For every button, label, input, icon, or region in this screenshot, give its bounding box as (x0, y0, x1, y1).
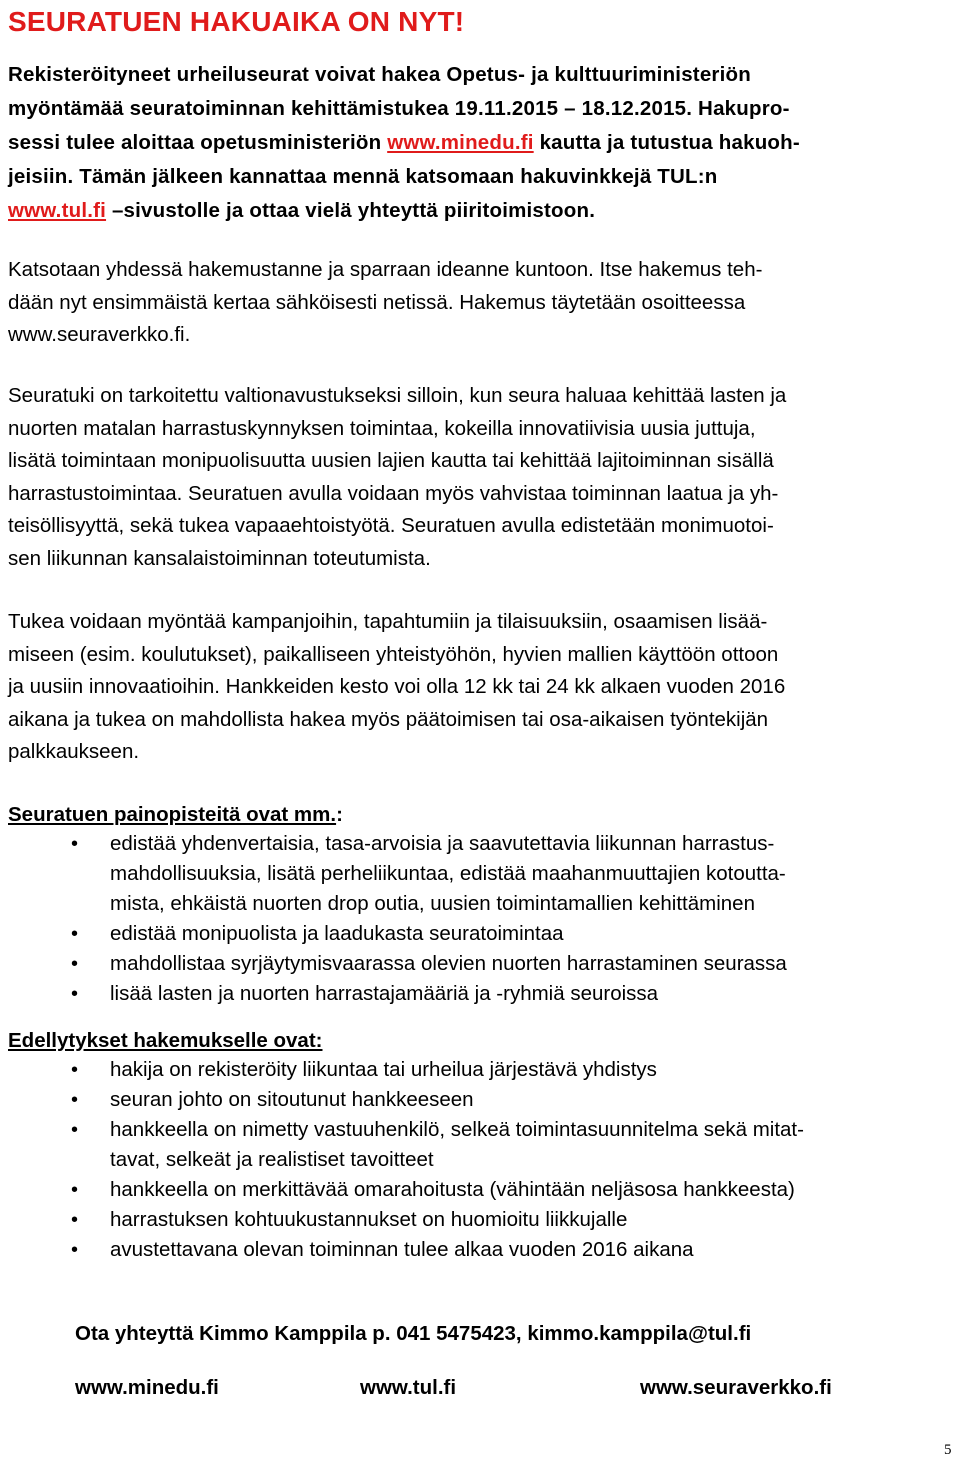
paragraph-line: Seuratuki on tarkoitettu valtionavustukseksi silloin, kun seura haluaa kehittää lasten ja (8, 384, 787, 407)
intro-line-3 (8, 126, 953, 160)
list-item (8, 1085, 958, 1115)
application-paragraph (8, 254, 953, 352)
paragraph-line: dään nyt ensimmäistä kertaa sähköisesti netissä. Hakemus täytetään osoitteessa (8, 290, 746, 314)
list-item-line: hankkeella on nimetty vastuuhenkilö, selkeä toimintasuunnitelma sekä mitat- (110, 1118, 804, 1141)
list-item (8, 949, 958, 979)
list-item (8, 1055, 958, 1085)
focus-heading-suffix: : (336, 803, 343, 826)
list-item (8, 1175, 958, 1205)
bullet-icon: • (71, 1209, 79, 1231)
bullet-icon: • (71, 833, 79, 855)
list-item-line: hankkeella on merkittävää omarahoitusta (vähintään neljäsosa hankkeesta) (110, 1178, 795, 1201)
intro-text-3b: kautta ja tutustua hakuoh- (533, 131, 800, 154)
funding-paragraph (8, 606, 953, 769)
list-item-line: avustettavana olevan toiminnan tulee alkaa vuoden 2016 aikana (110, 1238, 694, 1261)
paragraph-line: ja uusiin innovaatioihin. Hankkeiden kesto voi olla 12 kk tai 24 kk alkaen vuoden 2016 (8, 675, 786, 698)
requirements-list (8, 1055, 958, 1265)
list-item (8, 979, 958, 1009)
bullet-icon: • (71, 983, 79, 1005)
minedu-link[interactable]: www.minedu.fi (387, 131, 534, 154)
footer-link-minedu[interactable]: www.minedu.fi (75, 1376, 219, 1399)
intro-line-2: myöntämää seuratoiminnan kehittämistukea 19.11.2015 – 18.12.2015. Hakupro- (8, 97, 790, 120)
paragraph-line: teisöllisyyttä, sekä tukea vapaaehtoistyötä. Seuratuen avulla edistetään monimuotoi- (8, 514, 774, 537)
list-item (8, 1235, 958, 1265)
list-item (8, 1205, 958, 1235)
bullet-icon: • (71, 1119, 79, 1141)
list-item-line: tavat, selkeät ja realistiset tavoitteet (110, 1148, 434, 1171)
footer-link-seuraverkko[interactable]: www.seuraverkko.fi (640, 1376, 832, 1399)
focus-heading-text: Seuratuen painopisteitä ovat mm. (8, 803, 337, 826)
requirements-heading: Edellytykset hakemukselle ovat: (8, 1029, 323, 1052)
list-item-line: lisää lasten ja nuorten harrastajamääriä ja -ryhmiä seuroissa (110, 982, 659, 1005)
paragraph-line: aikana ja tukea on mahdollista hakea myös päätoimisen tai osa-aikaisen työntekijän (8, 707, 769, 731)
intro-paragraph (8, 58, 953, 228)
paragraph-line: www.seuraverkko.fi. (8, 323, 191, 346)
bullet-icon: • (71, 1059, 79, 1081)
list-item-line: harrastuksen kohtuukustannukset on huomioitu liikkujalle (110, 1208, 628, 1231)
list-item-line: edistää monipuolista ja laadukasta seuratoimintaa (110, 922, 564, 945)
page-number: 5 (944, 1442, 952, 1458)
bullet-icon: • (71, 1239, 79, 1261)
footer-link-tul[interactable]: www.tul.fi (360, 1376, 457, 1399)
contact-line: Ota yhteyttä Kimmo Kamppila p. 041 5475423, kimmo.kamppila@tul.fi (75, 1322, 752, 1345)
focus-list (8, 829, 958, 1009)
list-item (8, 829, 958, 919)
list-item-line: mista, ehkäistä nuorten drop outia, uusien toimintamallien kehittäminen (110, 892, 755, 915)
paragraph-line: sen liikunnan kansalaistoiminnan toteutumista. (8, 546, 431, 570)
intro-line-4: jeisiin. Tämän jälkeen kannattaa mennä katsomaan hakuvinkkejä TUL:n (8, 165, 718, 188)
list-item-line: hakija on rekisteröity liikuntaa tai urheilua järjestävä yhdistys (110, 1058, 657, 1081)
intro-text-5b: –sivustolle ja ottaa vielä yhteyttä piiritoimistoon. (106, 199, 596, 222)
page-title: SEURATUEN HAKUAIKA ON NYT! (8, 6, 465, 37)
paragraph-line: harrastustoimintaa. Seuratuen avulla voidaan myös vahvistaa toiminnan laatua ja yh- (8, 481, 779, 505)
list-item-line: edistää yhdenvertaisia, tasa-arvoisia ja saavutettavia liikunnan harrastus- (110, 832, 775, 855)
bullet-icon: • (71, 1179, 79, 1201)
paragraph-line: nuorten matalan harrastuskynnyksen toimintaa, kokeilla innovatiivisia uusia juttuja, (8, 416, 756, 440)
bullet-icon: • (71, 923, 79, 945)
paragraph-line: miseen (esim. koulutukset), paikalliseen yhteistyöhön, hyvien mallien käyttöön ottoon (8, 642, 779, 666)
list-item (8, 919, 958, 949)
tul-link[interactable]: www.tul.fi (8, 199, 107, 222)
list-item-line: mahdollistaa syrjäytymisvaarassa olevien nuorten harrastaminen seurassa (110, 952, 787, 975)
paragraph-line: palkkaukseen. (8, 740, 140, 763)
list-item (8, 1115, 958, 1175)
intro-line-1: Rekisteröityneet urheiluseurat voivat hakea Opetus- ja kulttuuriministeriön (8, 63, 751, 86)
paragraph-line: lisätä toimintaan monipuolisuutta uusien lajien kautta tai kehittää lajitoiminnan sisällä (8, 449, 774, 472)
list-item-line: seuran johto on sitoutunut hankkeeseen (110, 1088, 474, 1111)
intro-line-5 (8, 194, 953, 228)
paragraph-line: Tukea voidaan myöntää kampanjoihin, tapahtumiin ja tilaisuuksiin, osaamisen lisää- (8, 610, 768, 633)
intro-text-3a: sessi tulee aloittaa opetusministeriön (8, 131, 388, 154)
list-item-line: mahdollisuuksia, lisätä perheliikuntaa, edistää maahanmuuttajien kotoutta- (110, 862, 786, 885)
paragraph-line: Katsotaan yhdessä hakemustanne ja sparraan ideanne kuntoon. Itse hakemus teh- (8, 258, 763, 281)
bullet-icon: • (71, 1089, 79, 1111)
bullet-icon: • (71, 953, 79, 975)
focus-heading (8, 800, 343, 830)
purpose-paragraph (8, 380, 953, 575)
